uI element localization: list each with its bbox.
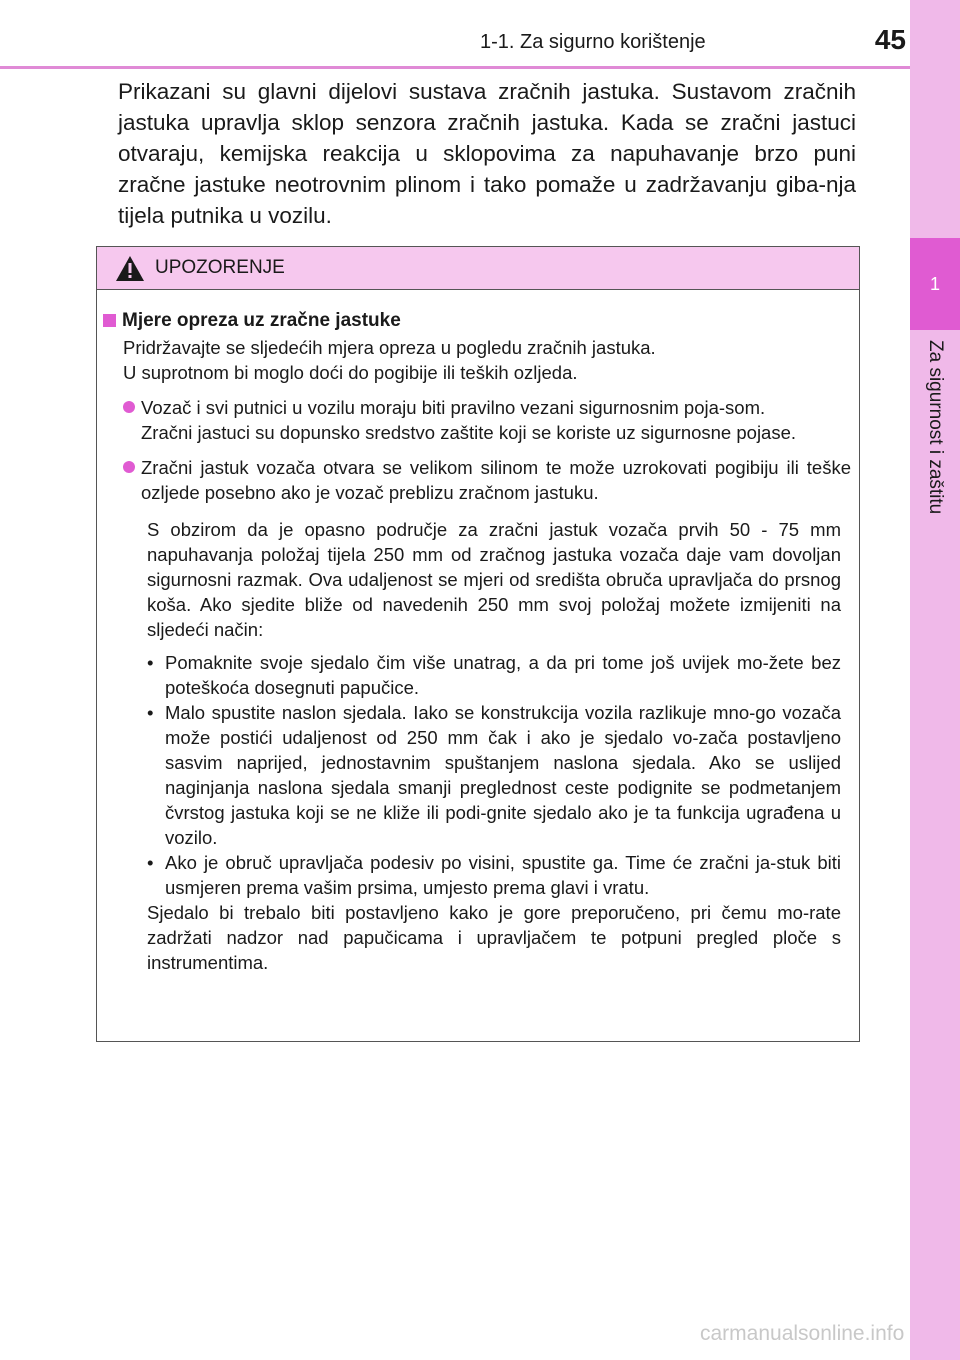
dot-bullet-icon: • <box>147 852 154 873</box>
warning-box <box>96 246 860 1042</box>
header-section-title: 1-1. Za sigurno korištenje <box>480 31 706 53</box>
dot-bullet-icon: • <box>147 652 154 673</box>
adjustment-list <box>147 650 841 900</box>
warning-title: UPOZORENJE <box>155 257 285 278</box>
section-heading <box>103 308 851 333</box>
distance-paragraph-block <box>147 517 841 642</box>
section-heading-text: Mjere opreza uz zračne jastuke <box>122 310 401 331</box>
bullet-2-text: Zračni jastuk vozača otvara se velikom silinom te može uzrokovati pogibiju ili teške ozljede posebno ako je vozač preblizu zračnom jastuku. <box>141 457 851 503</box>
final-paragraph: Sjedalo bi trebalo biti postavljeno kako je gore preporučeno, pri čemu mo-rate zadržati nadzor nad papučicama i upravljačem te potpuni pregled ploče s instrumentima. <box>147 902 841 973</box>
adjustment-item-1: Pomaknite svoje sjedalo čim više unatrag, a da pri tome još uvijek mo-žete bez poteškoća dosegnuti papučice. <box>165 652 841 698</box>
header-divider <box>0 66 910 69</box>
chapter-side-tab <box>910 0 960 1360</box>
warning-body <box>97 290 859 975</box>
warning-header <box>97 247 859 290</box>
intro-paragraph: Prikazani su glavni dijelovi sustava zračnih jastuka. Sustavom zračnih jastuka upravlja sklop senzora zračnih jastuka. Kada se zračni jastuci otvaraju, kemijska reakcija u sklopovima za napuhavanje brzo puni zračne jastuke neotrovnim plinom i tako pomaže u zadržavanju giba-nja tijela putnika u vozilu. <box>118 79 856 228</box>
circle-bullet-icon <box>123 401 135 413</box>
list-item <box>147 700 841 850</box>
list-item <box>147 650 841 700</box>
warning-intro-line-2: U suprotnom bi moglo doći do pogibije ili teških ozljeda. <box>123 362 578 383</box>
square-icon <box>103 314 116 327</box>
dot-bullet-icon: • <box>147 702 154 723</box>
adjustment-item-3: Ako je obruč upravljača podesiv po visini, spustite ga. Time će zračni ja-stuk biti usmjeren prema vašim prsima, umjesto prema glavi i vratu. <box>165 852 841 898</box>
page-number: 45 <box>874 24 906 55</box>
list-item <box>103 395 851 445</box>
circle-bullet-icon <box>123 461 135 473</box>
bullet-1-line-1: Vozač i svi putnici u vozilu moraju biti pravilno vezani sigurnosnim poja-som. <box>141 397 766 418</box>
bullet-1-line-2: Zračni jastuci su dopunsko sredstvo zaštite koji se koriste uz sigurnosne pojase. <box>141 422 797 443</box>
list-item <box>103 455 851 505</box>
distance-paragraph: S obzirom da je opasno područje za zračni jastuk vozača prvih 50 - 75 mm napuhavanja položaj tijela 250 mm od zračnog jastuka vozača daje vam dovoljan sigurnosni razmak. Ova udaljenost se mjeri od središta obruča upravljača do prsnog koša. Ako sjedite bliže od navedenih 250 mm svoj položaj možete izmijeniti na sljedeći način: <box>147 519 841 640</box>
chapter-title: Za sigurnost i zaštitu <box>925 340 946 515</box>
watermark: carmanualsonline.info <box>700 1322 905 1345</box>
warning-triangle-icon <box>115 255 145 282</box>
list-item <box>147 850 841 900</box>
chapter-number: 1 <box>910 238 960 330</box>
adjustment-item-2: Malo spustite naslon sjedala. Iako se konstrukcija vozila razlikuje mno-go vozača može postići udaljenost od 250 mm čak i ako je sjedalo vo-zača postavljeno sasvim naprijed, jednostavnim spuštanjem naslona sjedala. Ako se uslijed naginjanja naslona sjedala smanji preglednost ceste podignite se podmetanjem čvrstog jastuka koji se ne kliže ili podi-gnite sjedalo ako je ta funkcija ugrađena u vozilo. <box>165 702 841 848</box>
warning-intro-line-1: Pridržavajte se sljedećih mjera opreza u pogledu zračnih jastuka. <box>123 337 656 358</box>
